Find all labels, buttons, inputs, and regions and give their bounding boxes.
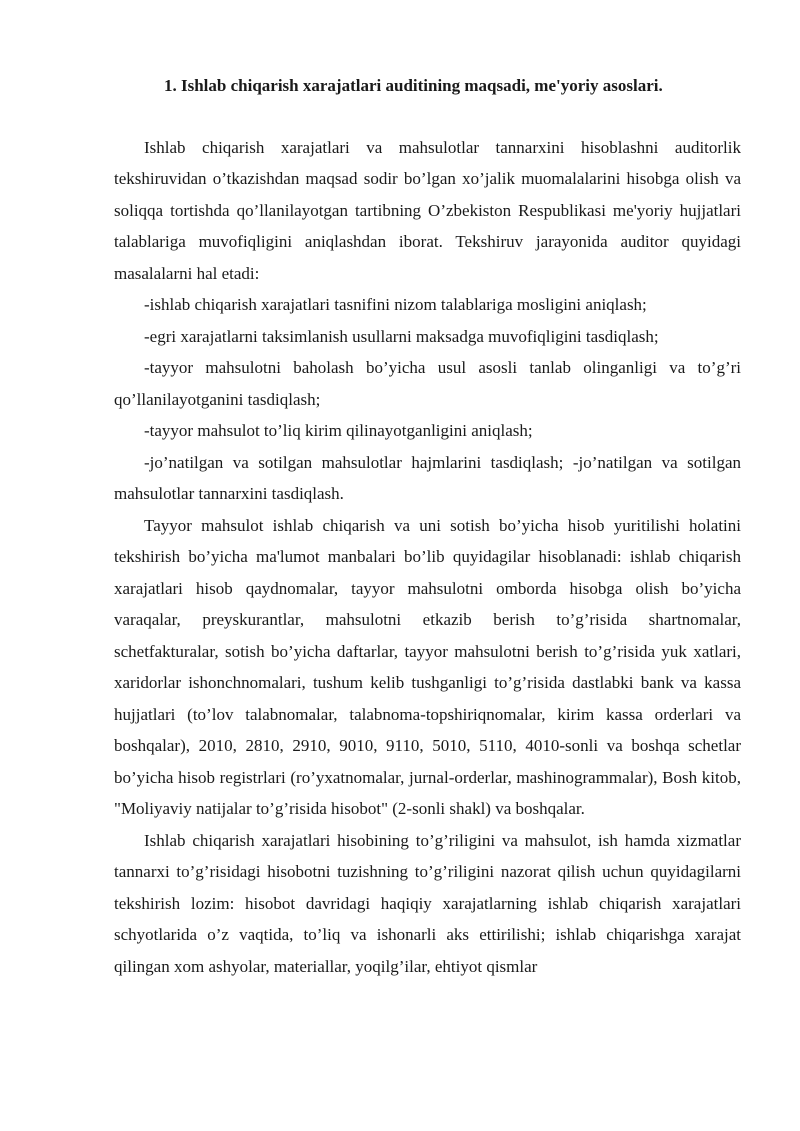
list-item-receipt: -tayyor mahsulot to’liq kirim qilinayotganligini aniqlash;	[144, 421, 533, 440]
paragraph-intro: Ishlab chiqarish xarajatlari va mahsulotlar tannarxini hisoblashni auditorlik tekshiruvidan o’tkazishdan maqsad sodir bo’lgan xo’jalik muomalalarini hisobga olish va soliqqa tortishda qo’llanilayotgan tartibning O’zbekiston Respublikasi me'yoriy hujjatlari talablariga muvofiqligini aniqlashdan iborat. Tekshiruv jarayonida auditor quyidagi masalalarni hal etadi:	[114, 137, 741, 283]
list-item-shipped: -jo’natilgan va sotilgan mahsulotlar hajmlarini tasdiqlash; -jo’natilgan va sotilgan mahsulotlar tannarxini tasdiqlash.	[114, 452, 741, 503]
document-page	[114, 70, 741, 982]
list-item-valuation: -tayyor mahsulotni baholash bo’yicha usul asosli tanlab olinganligi va to’g’ri qo’llanilayotganini tasdiqlash;	[114, 358, 741, 409]
list-item-classification: -ishlab chiqarish xarajatlari tasnifini nizom talablariga mosligini aniqlash;	[144, 295, 647, 314]
section-title: 1. Ishlab chiqarish xarajatlari auditining maqsadi, me'yoriy asoslari.	[164, 76, 663, 95]
paragraph-sources: Tayyor mahsulot ishlab chiqarish va uni sotish bo’yicha hisob yuritilishi holatini tekshirish bo’yicha ma'lumot manbalari bo’lib quyidagilar hisoblanadi: ishlab chiqarish xarajatlari hisob qaydnomalar, tayyor mahsulotni omborda hisobga olish bo’yicha varaqalar, preyskurantlar, mahsulotni etkazib berish to’g’risida shartnomalar, schetfakturalar, sotish bo’yicha daftarlar, tayyor mahsulotni berish to’g’risida yuk xatlari, xaridorlar ishonchnomalari, tushum kelib tushganligi to’g’risida dastlabki bank va kassa hujjatlari (to’lov talabnomalar, talabnoma-topshiriqnomalar, kirim kassa orderlari va boshqalar), 2010, 2810, 2910, 9010, 9110, 5010, 5110, 4010-sonli va boshqa schetlar bo’yicha hisob registrlari (ro’yxatnomalar, jurnal-orderlar, mashinogrammalar), Bosh kitob, "Moliyaviy natijalar to’g’risida hisobot" (2-sonli shakl) va boshqalar.	[114, 515, 741, 818]
paragraph-control: Ishlab chiqarish xarajatlari hisobining to’g’riligini va mahsulot, ish hamda xizmatlar tannarxi to’g’risidagi hisobotni tuzishning to’g’riligini nazorat qilish uchun quyidagilarni tekshirish lozim: hisobot davridagi haqiqiy xarajatlarning ishlab chiqarish xarajatlari schyotlarida o’z vaqtida, to’liq va ishonarli aks ettirilishi; ishlab chiqarishga xarajat qilingan xom ashyolar, materiallar, yoqilg’ilar, ehtiyot qismlar	[114, 830, 741, 976]
list-item-indirect-costs: -egri xarajatlarni taksimlanish usullarni maksadga muvofiqligini tasdiqlash;	[144, 326, 659, 346]
